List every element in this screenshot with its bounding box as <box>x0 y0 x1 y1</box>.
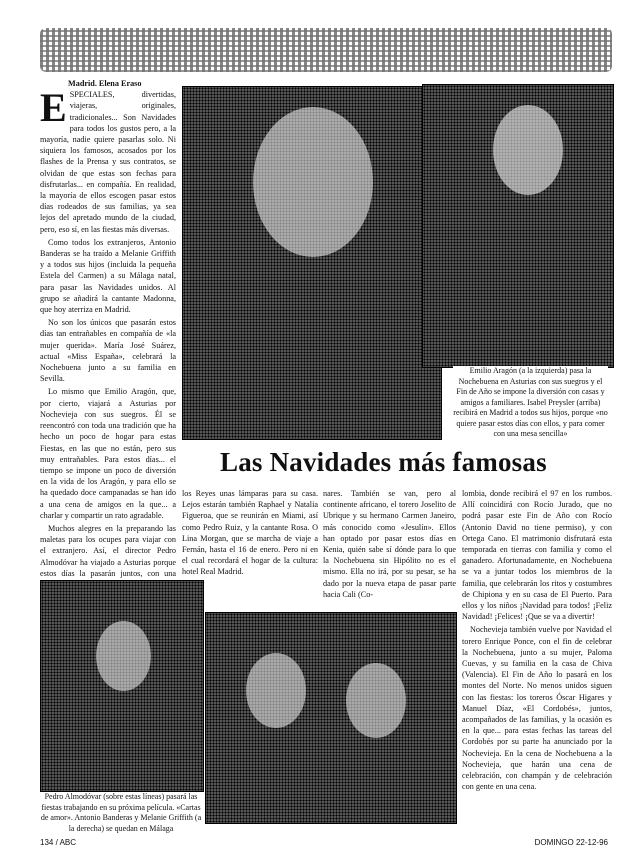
face-highlight <box>96 621 151 691</box>
column-4 <box>462 488 612 808</box>
face-highlight <box>493 105 563 195</box>
column-1 <box>40 78 176 578</box>
column-2: los Reyes unas lámparas para su casa. Lejos estarán también Raphael y Natalia Figueroa, que se reunirán en Miami, así como Pedro Ruiz, y la cantante Rosa. O Lina Morgan, que se marcha de viaje a Fernán, hasta el 16 de enero. Pero ni en el cual recordará el hogar de la cultura: hotel Real Madrid. <box>182 489 318 577</box>
face-highlight <box>253 107 373 257</box>
byline: Madrid. Elena Eraso <box>68 79 142 88</box>
paragraph-rocio: lombia, donde recibirá el 97 en los rumbos. Allí coincidirá con Rocío Jurado, que no podrá pasar este Fin de Año con Rocío (Antonio David no tiene permiso), y con Ortega Cano. El matrimonio disfrutará esta temporada en tierras con familia y como el ganadero. Afortunadamente, en Nochebuena se va a juntar todos los miembros de la familia, que celebrarán los ritos y costumbres de Chipiona y en su casa de El Puerto. Para ellos y los niños ¡Navidad para todos! ¡Feliz Navidad! ¡Felices! ¡Que se va a divertir! <box>462 489 612 622</box>
paragraph-aragon: Lo mismo que Emilio Aragón, que, por cierto, viajará a Asturias por Nochevieja con sus suegros. Él se reencontró con toda una tradición que ha hecho un poco de hogar para estas Fiestas, en las que no están, pero sus muy entrañables. Para estos días... el tiempo se impone un poco de diversión en la vida de los Aragón, y para ello se ha quedado doce campanadas se han ido a una cena de amigos en la que... a charlar y compartir un rato agradable. <box>40 387 176 520</box>
intro-paragraph: SPECIALES, divertidas, viajeras, originales, tradicionales... Son Navidades para todos los gustos pero, a la mayoría, nadie quiere pasarlas solo. Ni siquiera los famosos, acosados por los flashes de la Prensa y sus contratos, se olvidan de que estas son fechas para disfrutarlas... en compañía. En realidad, la mayoría de ellos escogen pasar estos días rodeados de sus familias, ya sea lejos del apretado mundo de la ciudad, pero, eso sí, en las fiestas más diversas. <box>40 90 176 234</box>
face-highlight <box>346 663 406 738</box>
headline: Las Navidades más famosas <box>220 447 547 477</box>
paragraph-banderas: Como todos los extranjeros, Antonio Banderas se ha traído a Melanie Griffith y a todos sus hijos (incluida la pequeña Estela del Carmen) a su Málaga natal, para pasar las Navidades unidos. Al grupo se añadirá la cantante Madonna, que hoy aterriza en Madrid. <box>40 237 176 315</box>
face-highlight <box>246 653 306 728</box>
photo-emilio-aragon <box>182 86 442 440</box>
caption-right: Emilio Aragón (a la izquierda) pasa la Nochebuena en Asturias con sus suegros y el Fin de Año se impone la diversión con casas y amigos a familiares. Isabel Preysler (arriba) recibirá en Madrid a todos sus hijos, porque «no quiere pasar estos días con ellos, y para comer con una mesa sencilla» <box>453 366 608 438</box>
paragraph-suarez: No son los únicos que pasarán estos días tan entrañables en compañía de «la mujer querida». María José Suárez, actual «Miss España», celebrará la Nochebuena junto a su familia en Sevilla. <box>40 318 176 384</box>
paragraph-ponce: Nochevieja también vuelve por Navidad el torero Enrique Ponce, con el fin de celebrar la Nochebuena, junto a su mujer, Paloma Cuevas, y su familia en la casa de Chiva (Valencia). El Fin de Año lo pasará en los montes del Norte. No menos unidos siguen con las fiestas: los toreros Óscar Higares y Manuel Díaz, «El Cordobés», juntos, acompañados de las familias, y la ocasión es en la que... para estas fechas las tareas del Cordobés por su parte ha anunciado por la Nochevieja. En la cena de Nochebuena a la Nochevieja, que harán una cena de celebración, con champán y de celebración con gente en una cena. <box>462 625 612 792</box>
page-number: 134 / ABC <box>40 838 77 847</box>
photo-banderas-griffith <box>205 612 457 824</box>
caption-left: Pedro Almodóvar (sobre estas líneas) pasará las fiestas trabajando en su próxima película. «Cartas de amor». Antonio Banderas y Melanie Griffith (a la derecha) se quedan en Málaga <box>40 792 202 836</box>
photo-pedro-almodovar <box>40 580 204 792</box>
photo-isabel-preysler <box>422 84 614 368</box>
column-3: nares. También se van, pero al continente africano, el torero Joselito de Ubrique y su hermano Carmen Janeiro, más conocido como «Jesulín». Ellos han optado por pasar estos días en Kenia, quién sabe sí dónde para lo que la Nochebuena sin Hipólito no es el mismo. Ella no irá, por su pesar, se ha dado por la nueva etapa de pasar parte hacia Cali (Co- <box>323 489 456 599</box>
decorative-header-border <box>40 28 612 72</box>
drop-cap: E <box>40 85 67 131</box>
issue-date: DOMINGO 22-12-96 <box>534 838 608 847</box>
paragraph-almodovar: Muchos alegres en la preparando las maletas para los ocupes para viajar con el extranjero. Así, el director Pedro Almodóvar ha viajado a Asturias porque estos días la pasarán juntos, con una <box>40 523 176 578</box>
